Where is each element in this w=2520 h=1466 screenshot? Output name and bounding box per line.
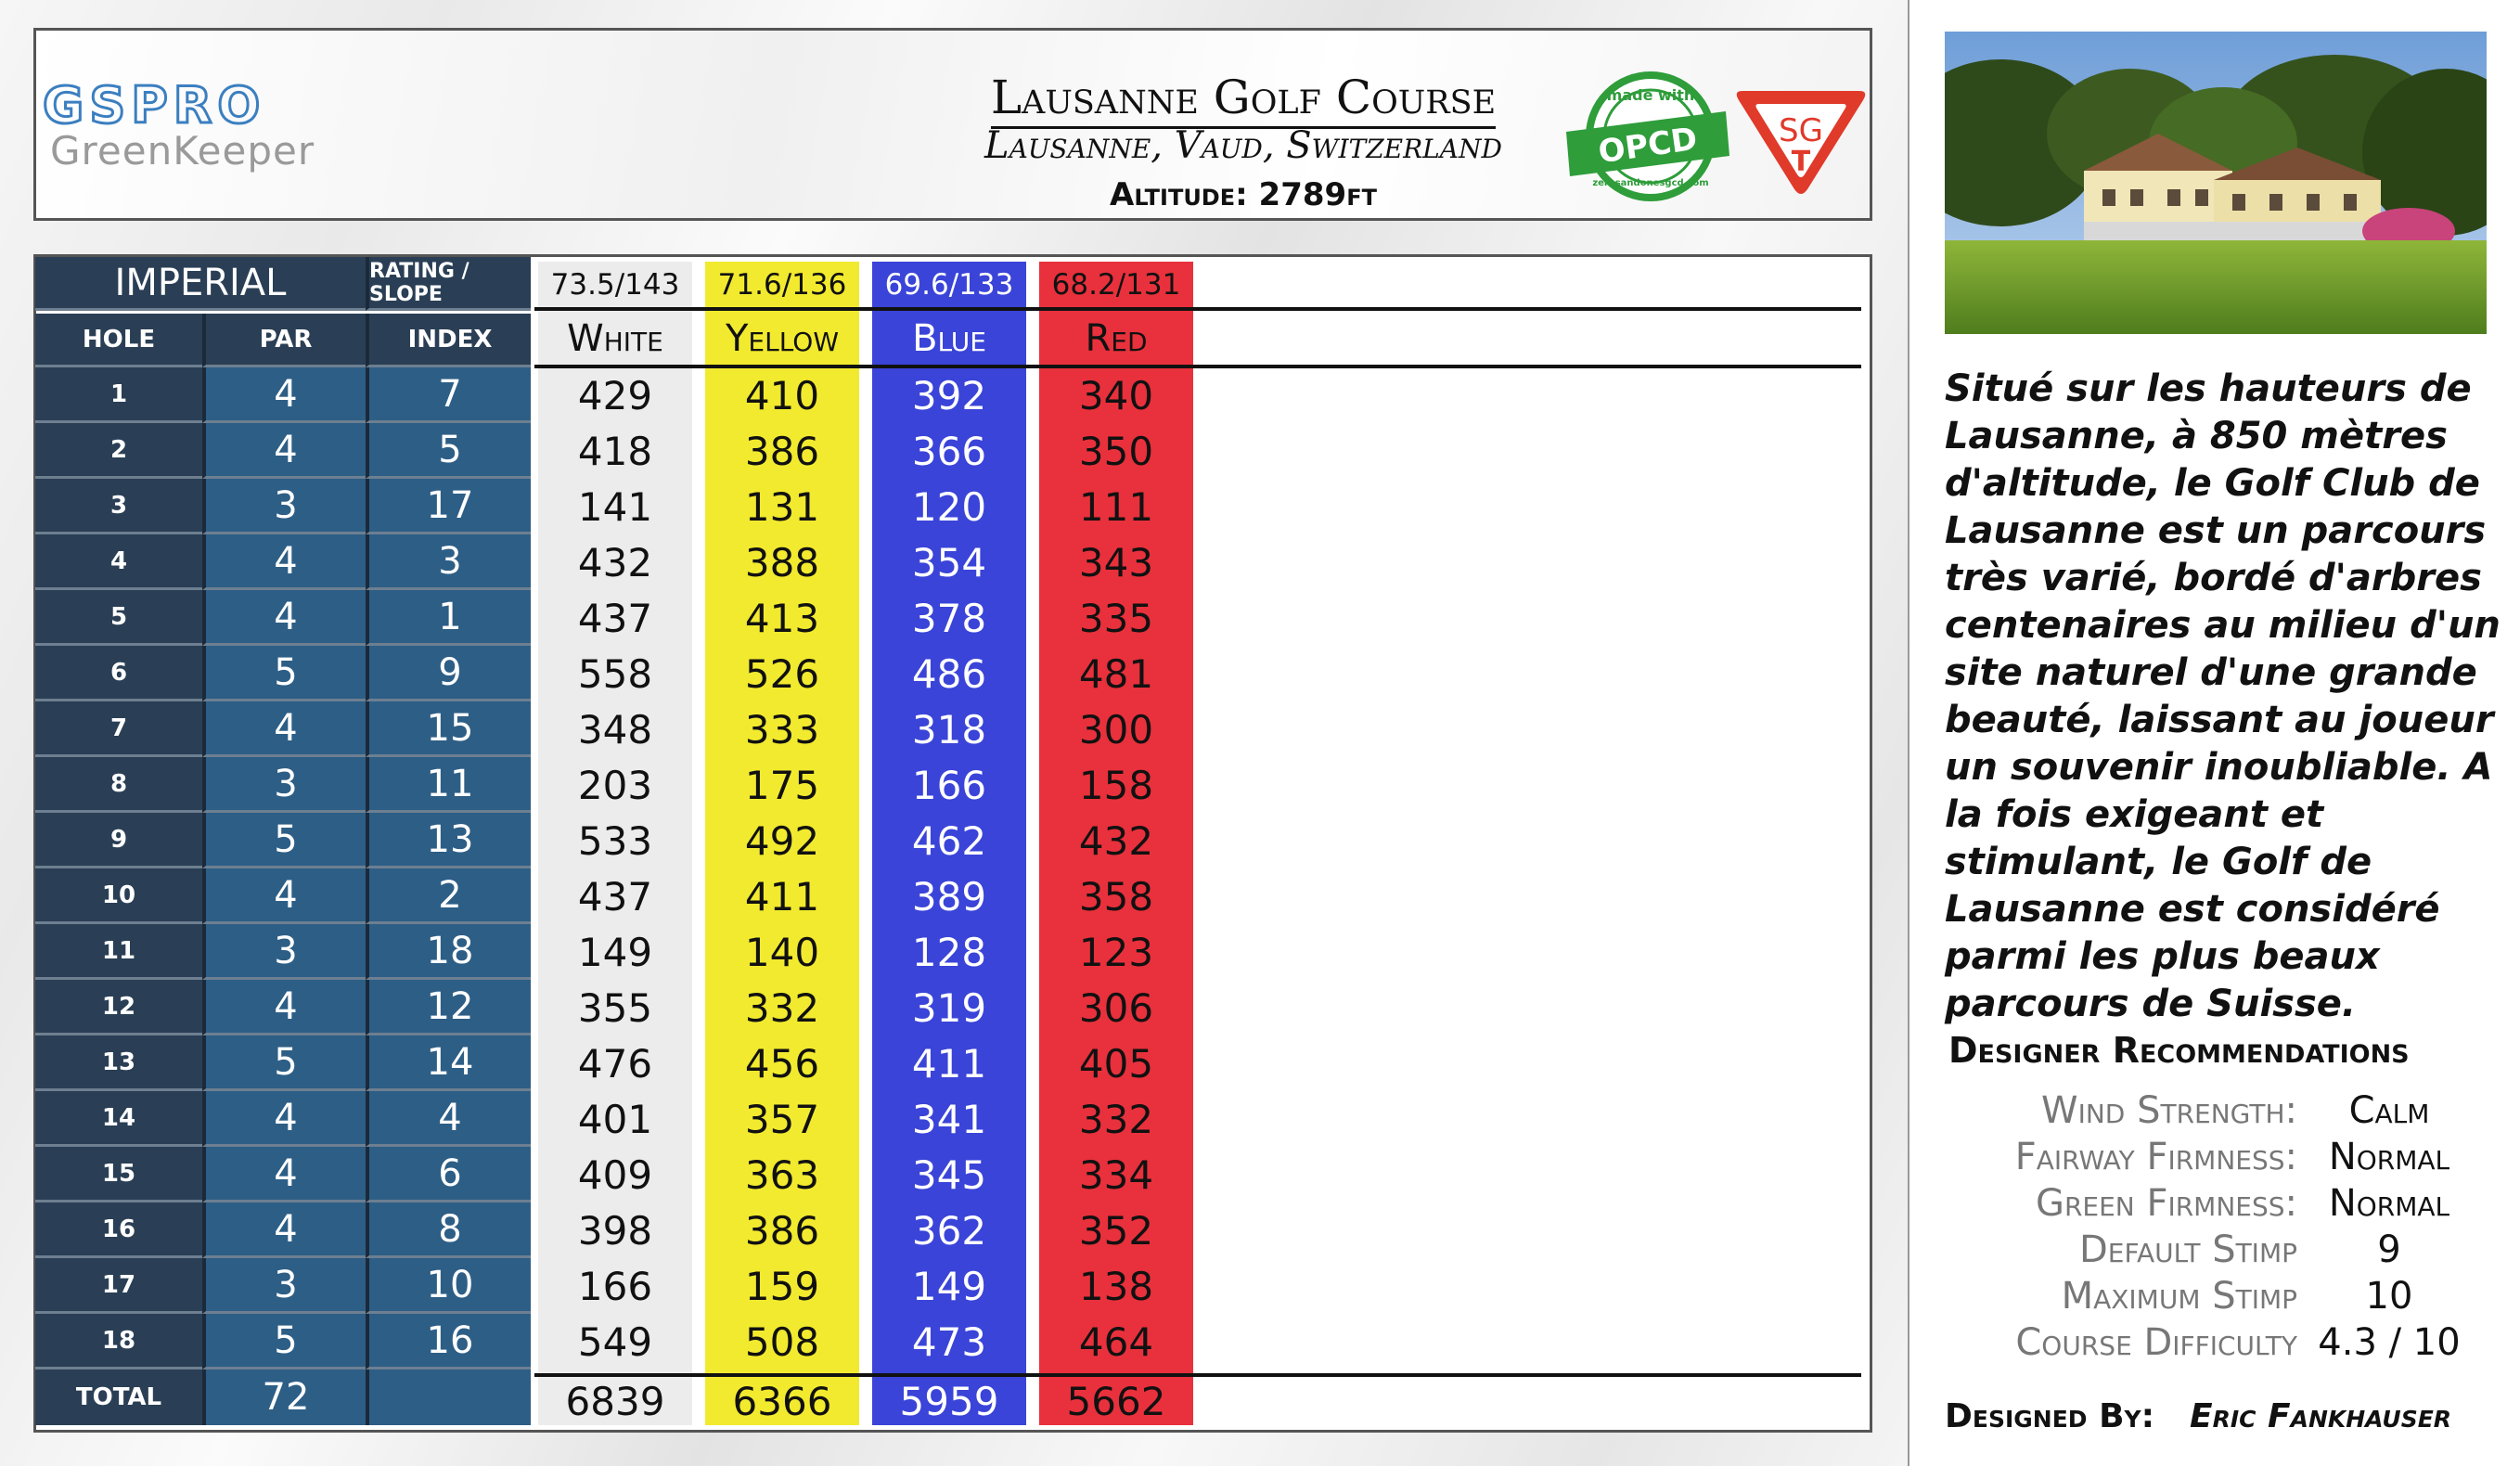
- hole-par: 4: [202, 367, 366, 423]
- tee-yardage: 388: [744, 539, 820, 585]
- hole-par: 4: [202, 534, 366, 590]
- tee-yardage: 411: [911, 1040, 987, 1087]
- tee-yardage: 203: [577, 762, 653, 808]
- tee-yardage: 398: [577, 1207, 653, 1254]
- hole-number: 7: [35, 701, 202, 757]
- tee-yardage: 333: [744, 706, 820, 752]
- recommendation-value: Normal: [2328, 1136, 2450, 1178]
- clubhouse-photo-icon: [1945, 32, 2487, 334]
- header-divider-bottom: [534, 365, 1861, 368]
- tee-yardage: 526: [744, 650, 820, 697]
- tee-yardage: 366: [911, 428, 987, 474]
- hole-par: 5: [202, 646, 366, 701]
- tee-yardage: 378: [911, 595, 987, 641]
- total-label: TOTAL: [35, 1370, 202, 1425]
- tee-yardage: 409: [577, 1151, 653, 1198]
- total-divider: [534, 1373, 1861, 1377]
- hole-par: 3: [202, 479, 366, 534]
- tee-yardage: 140: [744, 929, 820, 975]
- tee-yardage: 389: [911, 873, 987, 919]
- sgt-badge-top-text: SG: [1779, 112, 1823, 149]
- tee-total: 5662: [1066, 1378, 1166, 1424]
- hole-index: 16: [366, 1314, 531, 1370]
- tee-yardage: 332: [1078, 1096, 1154, 1142]
- hole-index: 14: [366, 1035, 531, 1091]
- hole-par: 5: [202, 813, 366, 868]
- recommendation-value: 4.3 / 10: [2318, 1321, 2461, 1364]
- tee-yardage: 348: [577, 706, 653, 752]
- hole-number: 3: [35, 479, 202, 534]
- hole-number: 5: [35, 590, 202, 646]
- tee-yardage: 159: [744, 1263, 820, 1309]
- tee-yardage: 166: [911, 762, 987, 808]
- tee-yardage: 533: [577, 817, 653, 864]
- tee-yardage: 120: [911, 483, 987, 530]
- tee-yardage: 350: [1078, 428, 1154, 474]
- hole-number: 16: [35, 1202, 202, 1258]
- tee-yardage: 158: [1078, 762, 1154, 808]
- tee-rating: 68.2/131: [1051, 268, 1181, 302]
- hole-index: 17: [366, 479, 531, 534]
- hole-index: 4: [366, 1091, 531, 1147]
- sgt-badge-bottom-text: T: [1791, 146, 1811, 178]
- hole-par: 4: [202, 1091, 366, 1147]
- tee-rating: 71.6/136: [717, 268, 847, 302]
- tee-yardage: 111: [1078, 483, 1154, 530]
- tee-yardage: 386: [744, 428, 820, 474]
- hole-par: 4: [202, 701, 366, 757]
- hole-index: 6: [366, 1147, 531, 1202]
- hole-par: 5: [202, 1314, 366, 1370]
- tee-yardage: 175: [744, 762, 820, 808]
- hole-number: 8: [35, 757, 202, 813]
- tee-yardage: 345: [911, 1151, 987, 1198]
- recommendation-label: Default Stimp: [2078, 1228, 2297, 1271]
- tee-yardage: 410: [744, 372, 820, 418]
- hole-index: 7: [366, 367, 531, 423]
- tee-yardage: 300: [1078, 706, 1154, 752]
- recommendation-label: Course Difficulty: [2015, 1321, 2297, 1364]
- hole-par: 4: [202, 423, 366, 479]
- hole-number: 4: [35, 534, 202, 590]
- hole-par: 5: [202, 1035, 366, 1091]
- tee-name: Blue: [912, 317, 986, 360]
- rating-slope-label: RATING / SLOPE: [366, 257, 531, 311]
- opcd-badge-middle-text: OPCD: [1596, 120, 1700, 172]
- opcd-badge-icon: [1562, 67, 1729, 206]
- tee-yardage: 473: [911, 1318, 987, 1365]
- tee-yardage: 123: [1078, 929, 1154, 975]
- recommendation-value: 10: [2365, 1275, 2413, 1318]
- hole-number: 11: [35, 924, 202, 980]
- tee-yardage: 464: [1078, 1318, 1154, 1365]
- hole-number: 9: [35, 813, 202, 868]
- hole-par: 4: [202, 1147, 366, 1202]
- tee-yardage: 481: [1078, 650, 1154, 697]
- hole-index: 3: [366, 534, 531, 590]
- hole-number: 6: [35, 646, 202, 701]
- tee-yardage: 411: [744, 873, 820, 919]
- hole-number: 13: [35, 1035, 202, 1091]
- tee-yardage: 362: [911, 1207, 987, 1254]
- designer-name: Eric Fankhauser: [2190, 1397, 2452, 1435]
- hole-index: 2: [366, 868, 531, 924]
- tee-yardage: 319: [911, 984, 987, 1031]
- course-name-text: Lausanne Golf Course: [991, 71, 1496, 129]
- tee-yardage: 549: [577, 1318, 653, 1365]
- opcd-badge-top-text: made with: [1606, 86, 1695, 104]
- recommendation-label: Green Firmness:: [2035, 1182, 2297, 1225]
- index-column-header: INDEX: [366, 314, 531, 367]
- tee-yardage: 340: [1078, 372, 1154, 418]
- tee-yardage: 413: [744, 595, 820, 641]
- tee-total: 6839: [565, 1378, 665, 1424]
- tee-yardage: 432: [577, 539, 653, 585]
- tee-yardage: 437: [577, 873, 653, 919]
- greenkeeper-logo: GreenKeeper: [50, 128, 315, 174]
- recommendation-label: Maximum Stimp: [2061, 1275, 2297, 1318]
- tee-yardage: 332: [744, 984, 820, 1031]
- tee-yardage: 149: [911, 1263, 987, 1309]
- unit-label: IMPERIAL: [35, 257, 366, 311]
- recommendation-value: Normal: [2328, 1182, 2450, 1225]
- tee-yardage: 401: [577, 1096, 653, 1142]
- hole-index: 10: [366, 1258, 531, 1314]
- tee-yardage: 335: [1078, 595, 1154, 641]
- par-column-header: PAR: [202, 314, 366, 367]
- hole-par: 3: [202, 1258, 366, 1314]
- par-total: 72: [202, 1370, 366, 1425]
- designed-by-label: Designed By:: [1945, 1397, 2155, 1435]
- recommendation-label: Fairway Firmness:: [2014, 1136, 2297, 1178]
- tee-rating: 73.5/143: [550, 268, 680, 302]
- tee-name: Yellow: [725, 317, 840, 360]
- tee-yardage: 149: [577, 929, 653, 975]
- tee-yardage: 306: [1078, 984, 1154, 1031]
- hole-par: 4: [202, 980, 366, 1035]
- tee-yardage: 355: [577, 984, 653, 1031]
- hole-par: 4: [202, 590, 366, 646]
- hole-number: 14: [35, 1091, 202, 1147]
- hole-number: 10: [35, 868, 202, 924]
- tee-yardage: 128: [911, 929, 987, 975]
- hole-number: 18: [35, 1314, 202, 1370]
- tee-yardage: 558: [577, 650, 653, 697]
- recommendation-value: 9: [2377, 1228, 2401, 1271]
- tee-yardage: 486: [911, 650, 987, 697]
- tee-yardage: 131: [744, 483, 820, 530]
- tee-yardage: 392: [911, 372, 987, 418]
- tee-yardage: 429: [577, 372, 653, 418]
- hole-index: 11: [366, 757, 531, 813]
- hole-index: 8: [366, 1202, 531, 1258]
- recommendation-value: Calm: [2348, 1089, 2430, 1132]
- tee-yardage: 334: [1078, 1151, 1154, 1198]
- tee-name: White: [567, 317, 663, 360]
- tee-yardage: 476: [577, 1040, 653, 1087]
- tee-yardage: 432: [1078, 817, 1154, 864]
- tee-yardage: 508: [744, 1318, 820, 1365]
- tee-yardage: 405: [1078, 1040, 1154, 1087]
- hole-index: 5: [366, 423, 531, 479]
- tee-yardage: 462: [911, 817, 987, 864]
- recommendation-label: Wind Strength:: [2041, 1089, 2297, 1132]
- hole-par: 4: [202, 868, 366, 924]
- opcd-badge-bottom-text: zerosandonesgcd.com: [1592, 178, 1709, 188]
- hole-number: 15: [35, 1147, 202, 1202]
- index-total-empty: [366, 1370, 531, 1425]
- tee-yardage: 352: [1078, 1207, 1154, 1254]
- gspro-logo: GSPRO: [43, 76, 266, 135]
- sgt-badge-icon: [1733, 84, 1869, 197]
- course-altitude: Altitude: 2789ft: [1110, 176, 1377, 213]
- course-description: Situé sur les hauteurs de Lausanne, à 850 mètres d'altitude, le Golf Club de Lausanne est un parcours très varié, bordé d'arbres centenaires au milieu d'un site naturel d'une grande beauté, laissant au joueur un souvenir inoubliable. A la fois exigeant et stimulant, le Golf de Lausanne est considéré parmi les plus beaux parcours de Suisse.: [1945, 367, 2501, 1025]
- tee-yardage: 166: [577, 1263, 653, 1309]
- tee-name: Red: [1085, 317, 1148, 360]
- tee-total: 6366: [732, 1378, 832, 1424]
- header-divider-top: [534, 307, 1861, 311]
- hole-par: 3: [202, 924, 366, 980]
- tee-yardage: 318: [911, 706, 987, 752]
- hole-index: 18: [366, 924, 531, 980]
- tee-total: 5959: [899, 1378, 999, 1424]
- hole-index: 1: [366, 590, 531, 646]
- hole-number: 1: [35, 367, 202, 423]
- hole-number: 2: [35, 423, 202, 479]
- tee-yardage: 418: [577, 428, 653, 474]
- tee-yardage: 492: [744, 817, 820, 864]
- tee-yardage: 141: [577, 483, 653, 530]
- tee-yardage: 357: [744, 1096, 820, 1142]
- hole-index: 15: [366, 701, 531, 757]
- hole-index: 13: [366, 813, 531, 868]
- tee-yardage: 456: [744, 1040, 820, 1087]
- tee-yardage: 341: [911, 1096, 987, 1142]
- tee-yardage: 354: [911, 539, 987, 585]
- tee-yardage: 386: [744, 1207, 820, 1254]
- tee-yardage: 343: [1078, 539, 1154, 585]
- hole-number: 12: [35, 980, 202, 1035]
- tee-yardage: 363: [744, 1151, 820, 1198]
- tee-yardage: 138: [1078, 1263, 1154, 1309]
- hole-column-header: HOLE: [35, 314, 202, 367]
- tee-yardage: 437: [577, 595, 653, 641]
- hole-par: 4: [202, 1202, 366, 1258]
- hole-index: 9: [366, 646, 531, 701]
- hole-number: 17: [35, 1258, 202, 1314]
- tee-rating: 69.6/133: [884, 268, 1014, 302]
- hole-par: 3: [202, 757, 366, 813]
- course-location: Lausanne, Vaud, Switzerland: [984, 124, 1502, 167]
- designer-recommendations-heading: Designer Recommendations: [1948, 1030, 2410, 1071]
- hole-index: 12: [366, 980, 531, 1035]
- tee-yardage: 358: [1078, 873, 1154, 919]
